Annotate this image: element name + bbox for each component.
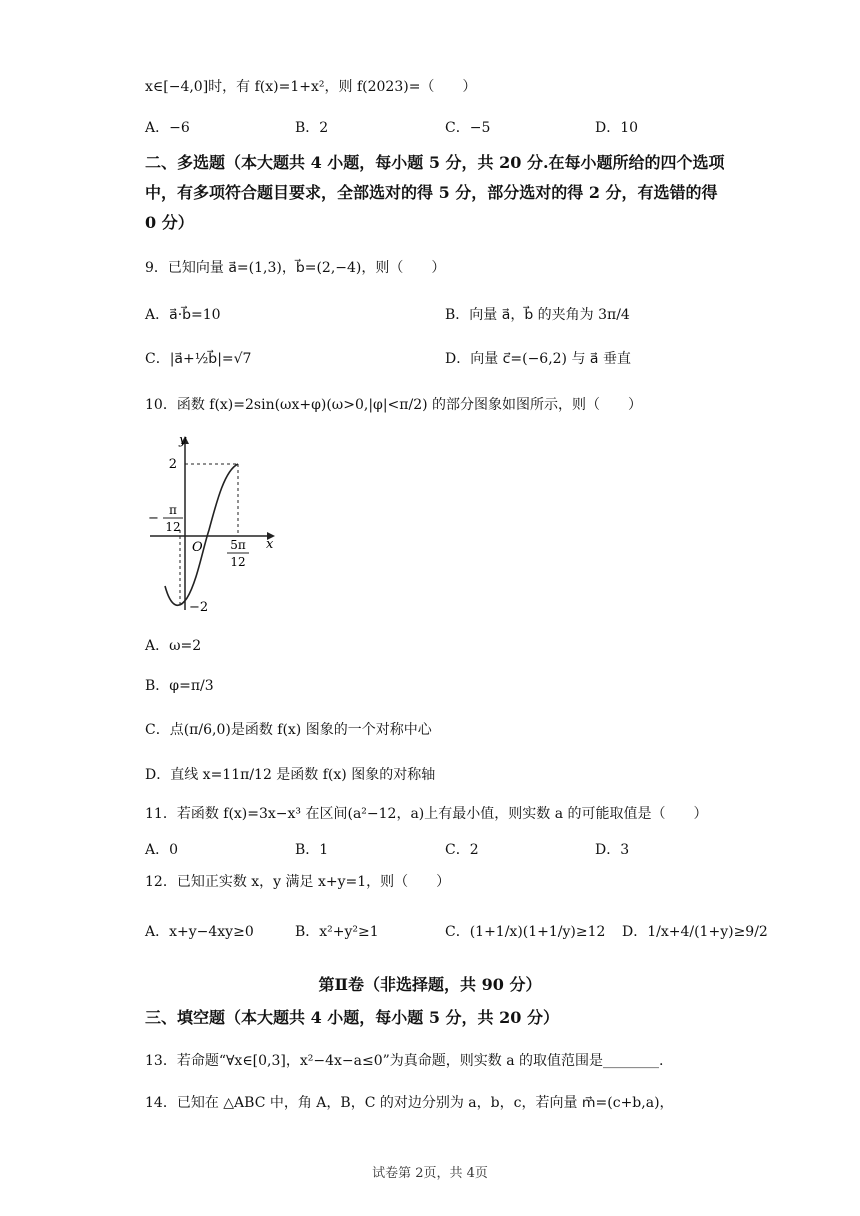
q8-option-d: D．10 xyxy=(595,120,639,136)
y-axis-label: y xyxy=(179,433,187,448)
min-value-label: −2 xyxy=(189,600,209,615)
q12-option-b: B．x²+y²≥1 xyxy=(295,924,379,940)
q13-stem: 13．若命题“∀x∈[0,3]，x²−4x−a≤0”为真命题，则实数 a 的取值范围是________. xyxy=(145,1053,664,1069)
max-value-label: 2 xyxy=(168,457,177,472)
section2-heading: 二、多选题（本大题共 4 小题，每小题 5 分，共 20 分.在每小题所给的四个选项中，有多项符合题目要求，全部选对的得 5 分，部分选对的得 2 分，有选错的得 0 分） xyxy=(145,153,725,232)
q11-stem: 11．若函数 f(x)=3x−x³ 在区间(a²−12，a)上有最小值，则实数 a 的可能取值是（ ） xyxy=(145,806,708,822)
q9-option-a: A．a⃗·b⃗=10 xyxy=(145,307,221,323)
q14-stem: 14．已知在 △ABC 中，角 A，B，C 的对边分别为 a，b，c，若向量 m⃗=(c+b,a)， xyxy=(145,1095,674,1111)
q11-option-a: A．0 xyxy=(145,842,179,858)
section3-heading: 三、填空题（本大题共 4 小题，每小题 5 分，共 20 分） xyxy=(145,1008,559,1027)
q10-stem: 10．函数 f(x)=2sin(ωx+φ)(ω>0,|φ|<π/2) 的部分图象如图所示，则（ ） xyxy=(145,397,643,413)
q10-option-b: B．φ=π/3 xyxy=(145,678,214,694)
q10-option-c: C．点(π/6,0)是函数 f(x) 图象的一个对称中心 xyxy=(145,722,432,738)
q11-option-b: B．1 xyxy=(295,842,329,858)
q11-option-c: C．2 xyxy=(445,842,479,858)
q9-option-d: D．向量 c⃗=(−6,2) 与 a⃗ 垂直 xyxy=(445,351,631,367)
q12-option-d: D．1/x+4/(1+y)≥9/2 xyxy=(622,924,768,940)
sine-curve xyxy=(165,464,238,605)
x-axis-label: x xyxy=(266,537,274,552)
right-tick-numerator: 5π xyxy=(230,538,246,552)
q10-option-a: A．ω=2 xyxy=(145,638,202,654)
q9-stem: 9．已知向量 a⃗=(1,3)，b⃗=(2,−4)，则（ ） xyxy=(145,260,446,276)
page-footer: 试卷第 2页，共 4页 xyxy=(372,1166,488,1181)
q9-option-b: B．向量 a⃗，b⃗ 的夹角为 3π/4 xyxy=(445,307,630,323)
left-tick-denominator: 12 xyxy=(165,520,181,534)
volume2-title: 第Ⅱ卷（非选择题，共 90 分） xyxy=(318,975,542,994)
q8-option-b: B．2 xyxy=(295,120,329,136)
left-tick-numerator: π xyxy=(169,503,177,517)
q12-option-a: A．x+y−4xy≥0 xyxy=(145,924,254,940)
q8-tail: x∈[−4,0]时，有 f(x)=1+x²，则 f(2023)=（ ） xyxy=(145,79,477,95)
q9-option-c: C．|a⃗+½b⃗|=√7 xyxy=(145,351,252,367)
q12-option-c: C．(1+1/x)(1+1/y)≥12 xyxy=(445,924,606,940)
q8-option-a: A．−6 xyxy=(145,120,190,136)
right-tick-denominator: 12 xyxy=(230,555,246,569)
q10-function-graph xyxy=(145,430,285,615)
origin-label: O xyxy=(192,540,203,555)
q8-option-c: C．−5 xyxy=(445,120,491,136)
q11-option-d: D．3 xyxy=(595,842,630,858)
q10-option-d: D．直线 x=11π/12 是函数 f(x) 图象的对称轴 xyxy=(145,767,436,783)
left-tick-sign: − xyxy=(148,511,159,526)
q12-stem: 12．已知正实数 x，y 满足 x+y=1，则（ ） xyxy=(145,874,451,890)
